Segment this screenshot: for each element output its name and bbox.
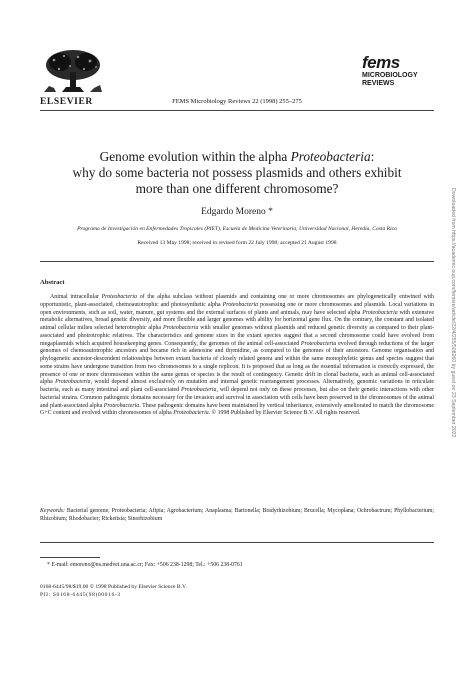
keywords — [40, 508, 434, 524]
elsevier-tree-logo — [40, 48, 106, 94]
abstract-text: Animal intracellular Proteobacteria of the alpha subclass without plasmids and containing one or more chromosomes are phylogenetically entwined with opportunistic, plant-associated, chemoautotrophic and photosynthetic alpha Proteobacteria possessing one or more chromosomes and plasmids. Local variations in open environments, such as soil, water, manure, gut systems and the external surfaces of plants and animals, may have selected alpha Proteobacteria with extensive metabolic alternatives, broad genetic diversity, and more flexible and larger genomes with ability for horizontal gene flux. On the contrary, the constant and isolated animal cellular milieu selected heterotrophic alpha Proteobacteria with smaller genomes without plasmids and reduced genetic diversity as compared to their plant-associated and photrotrophic relatives. The characteristics and genome sizes in the extant species suggest that a second chromosome could have evolved from megaplasmids which acquired housekeeping genes. Consequently, the genomes of the animal cell-associated Proteobacteria evolved through reductions of the larger genomes of chemoautotrophic ancestors and became rich in adenosine and thymidine, as compared to the genomes of their ancestors. Genome organisation and phylogenetic ancestor-descendent relationships between extant bacteria of closely related genera and within the same monophyletic genus and species suggest that some strains have undergone transition from two chromosomes to a single replicon. It is proposed that as long as the essential information is correctly expressed, the presence of one or more chromosomes within the same genus or species is the result of contingency. Genetic drift in clonal bacteria, such as animal cell-associated alpha Proteobacteria, would depend almost exclusively on mutation and internal genetic rearrangement processes. Alternatively, genomic variations in reticulate bacteria, such as many intestinal and plant cell-associated Proteobacteria, will depend not only on these processes, but also on their genetic interactions with other bacterial strains. Common pathogenic domains necessary for the invasion and survival in association with cells have been preserved in the chromosomes of the animal and plant-associated alpha Proteobacteria. These pathogenic domains have been maintained by vertical inheritance, extensively ameliorated to match the chromosome G+C content and evolved within chromosomes of alpha Proteobacteria. © 1998 Published by Elsevier Science B.V. All rights reserved. — [40, 294, 435, 417]
journal-citation: FEMS Microbiology Reviews 22 (1998) 255–275 — [172, 98, 302, 105]
pii-line: PII: S0168-6445(98)00016-3 — [40, 592, 121, 598]
abstract-heading: Abstract — [40, 279, 65, 286]
journal-logo-line: REVIEWS — [362, 79, 395, 87]
download-notice: Downloaded from https://academic.oup.com/femsre/article/22/4/255/508260 by guest on 23 September 2022 — [450, 188, 456, 438]
title-rule — [40, 261, 434, 262]
abstract-rule — [40, 542, 434, 543]
publisher-name: ELSEVIER — [40, 97, 93, 107]
journal-logo — [362, 54, 434, 87]
header-rule — [40, 110, 434, 111]
title-line: Genome evolution within the alpha Proteobacteria: — [99, 149, 375, 164]
title-line: more than one different chromosome? — [135, 180, 339, 196]
journal-logo-mark: fems — [362, 53, 400, 72]
article-title — [40, 149, 434, 196]
keywords-label: Keywords: — [40, 508, 65, 514]
corresponding-footnote: * E-mail: emoreno@ns.medvet.una.ac.cr; Fax: +506 238-1298; Tel.: +506 238-0761 — [47, 562, 243, 568]
received-dates: Received 13 May 1998; received in revised form 22 July 1998; accepted 21 August 1998 — [137, 240, 337, 246]
footnote-rule — [40, 557, 100, 558]
copyright-line: 0168-6445/98/$19.00 © 1998 Published by Elsevier Science B.V. — [40, 584, 187, 590]
journal-logo-line: MICROBIOLOGY — [362, 72, 418, 79]
author-affiliation: Programa de Investigación en Enfermedades Tropicales (PIET), Escuela de Medicina Veterinaria, Universidad Nacional, Heredia, Costa Rica — [77, 226, 397, 232]
author-name: Edgardo Moreno * — [201, 207, 273, 217]
keywords-list: Bacterial genome; Proteobacteria; Afipia; Agrobacterium; Anaplasma; Bartonella; Bradyrhizobium; Brucella; Mycoplana; Ochrobactrum; Phyllobacterium; Rhizobium; Rhodobacter; Rickettsia; Sinorhizobium — [40, 508, 434, 522]
title-line: why do some bacteria not possess plasmids and others exhibit — [72, 164, 402, 180]
